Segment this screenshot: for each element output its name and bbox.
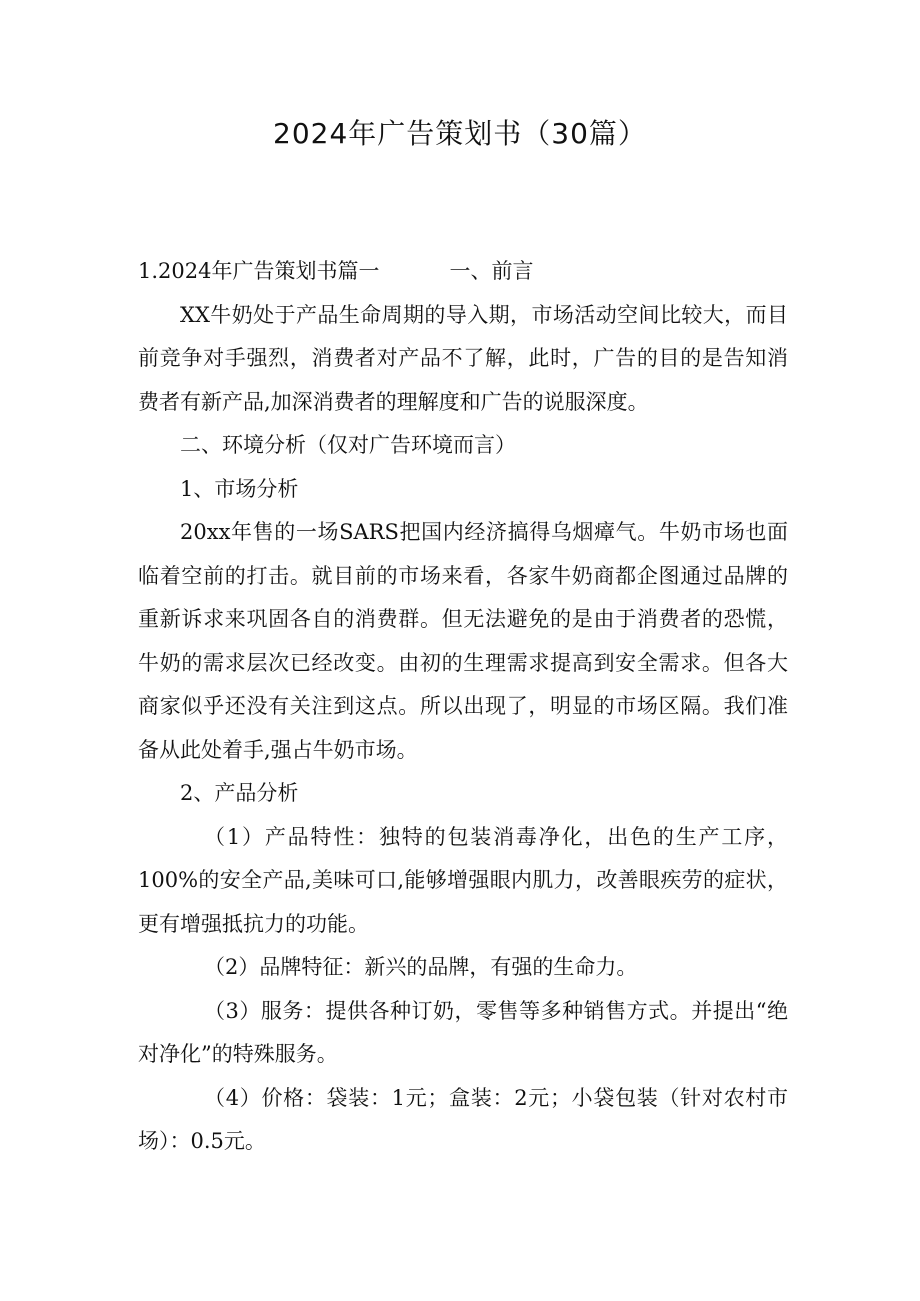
paragraph-product-features: （1）产品特性：独特的包装消毒净化，出色的生产工序，100%的安全产品,美味可口,能够增强眼内肌力，改善眼疾劳的症状，更有增强抵抗力的功能。 [138,824,788,936]
paragraph-service: （3）服务：提供各种订奶，零售等多种销售方式。并提出“绝对净化”的特殊服务。 [138,998,788,1066]
section-preface-heading: 一、前言 [449,259,534,283]
article-heading-line [138,250,788,294]
document-body [138,250,788,1164]
subsection-market-heading: 1、市场分析 [180,476,299,501]
paragraph-brand-features: （2）品牌特征：新兴的品牌，有强的生命力。 [204,955,638,979]
paragraph-price: （4）价格：袋装：1元；盒装：2元；小袋包装（针对农村市场）：0.5元。 [138,1085,788,1153]
subsection-product-heading: 2、产品分析 [180,781,299,805]
section-environment-heading: 二、环境分析（仅对广告环境而言） [180,433,516,457]
paragraph-market: 20xx年售的一场SARS把国内经济搞得乌烟瘴气。牛奶市场也面临着空前的打击。就目前的市场来看，各家牛奶商都企图通过品牌的重新诉求来巩固各自的消费群。但无法避免的是由于消费者的恐慌，牛奶的需求层次已经改变。由初的生理需求提高到安全需求。但各大商家似乎还没有关注到这点。所以出现了，明显的市场区隔。我们准备从此处着手,强占牛奶市场。 [138,520,788,762]
article-heading: 1.2024年广告策划书篇一 [138,259,380,283]
document-title: 2024年广告策划书（30篇） [273,117,647,150]
paragraph-preface: XX牛奶处于产品生命周期的导入期，市场活动空间比较大，而目前竞争对手强烈，消费者对产品不了解，此时，广告的目的是告知消费者有新产品,加深消费者的理解度和广告的说服深度。 [138,302,788,414]
